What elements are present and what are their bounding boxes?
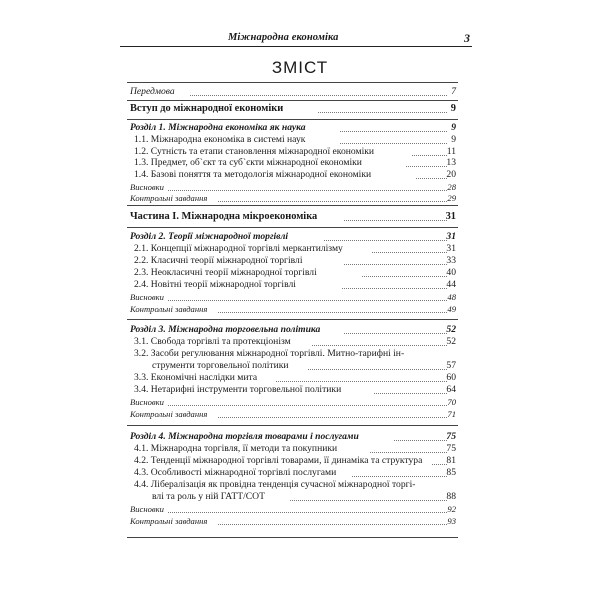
dot-leader [290,500,447,501]
toc-entry-page: 29 [447,193,456,203]
toc-entry-page: 44 [446,279,456,290]
toc-entry-title: струменти торговельної політики [152,360,289,371]
toc-entry-page: 20 [446,169,456,180]
toc-entry-title: 2.3. Неокласичні теорії міжнародної торгівлі [134,267,317,278]
dot-leader [218,417,447,418]
toc-entry[interactable] [0,86,600,98]
toc-entry[interactable] [0,360,600,372]
toc-entry[interactable] [0,491,600,503]
toc-entry-title: Контрольні завдання [130,193,208,203]
toc-entry-title: Частина І. Міжнародна мікроекономіка [130,211,318,222]
dot-leader [372,252,447,253]
toc-entry-title: 4.4. Лібералізація як провідна тенденція сучасної міжнародної торгі- [134,479,416,490]
toc-entry-page: 71 [447,409,456,419]
dot-leader [308,369,447,370]
toc-entry[interactable] [0,303,600,315]
dot-leader [340,131,447,132]
toc-entry-page: 93 [447,516,456,526]
toc-entry-title: 3.2. Засоби регулювання міжнародної торгівлі. Митно-тарифні ін- [134,348,405,359]
toc-entry-page: 31 [446,231,456,242]
dot-leader [168,300,447,301]
dot-leader [318,112,447,113]
toc-entry-title: Висновки [130,292,164,302]
toc-entry[interactable] [0,243,600,255]
toc-entry-page: 81 [446,455,456,466]
toc-entry-page: 52 [446,324,456,335]
dot-leader [340,143,447,144]
toc-entry-page: 52 [446,336,456,347]
toc-entry-title: 3.1. Свобода торгівлі та протекціонізм [134,336,291,347]
toc-entry-page: 60 [446,372,456,383]
toc-entry-title: 4.2. Тенденції міжнародної торгівлі товарами, її динаміка та структура [134,455,423,466]
dot-leader [218,201,447,202]
dot-leader [342,288,447,289]
toc-entry-title: 1.3. Предмет, об`єкт та суб`єкти міжнародної економіки [134,157,362,168]
toc-entry[interactable] [0,231,600,243]
toc-entry-page: 33 [446,255,456,266]
toc-entry-page: 75 [446,443,456,454]
toc-entry[interactable] [0,431,600,443]
toc-entry[interactable] [0,267,600,279]
dot-leader [312,345,447,346]
toc-entry-page: 75 [446,431,456,442]
toc-entry-page: 49 [447,304,456,314]
toc-entry-title: 4.3. Особливості міжнародної торгівлі послугами [134,467,337,478]
toc-entry[interactable] [0,103,600,115]
toc-entry-page: 64 [446,384,456,395]
dot-leader [168,405,447,406]
toc-entry[interactable] [0,122,600,134]
toc-entry-title: 2.4. Новітні теорії міжнародної торгівлі [134,279,296,290]
toc-entry-title: Передмова [130,86,175,97]
toc-entry-page: 31 [445,211,456,222]
toc-entry[interactable] [0,348,600,360]
toc-entry-title: Розділ 1. Міжнародна економіка як наука [130,122,306,133]
toc-entry-page: 13 [446,157,456,168]
toc-entry-page: 9 [451,134,456,145]
toc-entry[interactable] [0,279,600,291]
toc-entry[interactable] [0,169,600,181]
toc-entry[interactable] [0,211,600,223]
toc-entry-title: Висновки [130,182,164,192]
toc-entry-title: 3.3. Економічні наслідки мита [134,372,258,383]
toc-entry[interactable] [0,192,600,204]
toc-entry[interactable] [0,408,600,420]
toc-entry[interactable] [0,515,600,527]
dot-leader [324,240,447,241]
toc-entry[interactable] [0,157,600,169]
toc-entry[interactable] [0,443,600,455]
toc-entry-title: Висновки [130,504,164,514]
running-header-title: Міжнародна економіка [228,32,339,43]
toc-entry-page: 88 [446,491,456,502]
toc-entry-title: Розділ 3. Міжнародна торговельна політика [130,324,321,335]
dot-leader [374,393,447,394]
toc-entry[interactable] [0,479,600,491]
toc-entry-title: Розділ 2. Теорії міжнародної торгівлі [130,231,289,242]
toc-entry[interactable] [0,455,600,467]
toc-entry-page: 9 [450,103,456,114]
toc-entry[interactable] [0,255,600,267]
toc-entry[interactable] [0,372,600,384]
toc-entry-page: 40 [446,267,456,278]
toc-entry-title: 1.1. Міжнародна економіка в системі наук [134,134,306,145]
toc-entry-title: Вступ до міжнародної економіки [130,103,284,114]
toc-entry[interactable] [0,336,600,348]
toc-entry-title: Контрольні завдання [130,516,208,526]
toc-entry-page: 48 [447,292,456,302]
dot-leader [168,190,447,191]
toc-entry[interactable] [0,384,600,396]
dot-leader [344,264,447,265]
page-number: 3 [464,31,470,45]
toc-entry-title: 3.4. Нетарифні інструменти торговельної політики [134,384,342,395]
dot-leader [352,476,447,477]
toc-entry-title: 1.2. Сутність та етапи становлення міжнародної економіки [134,146,375,157]
toc-entry-title: 4.1. Міжнародна торгівля, її методи та покупники [134,443,338,454]
toc-entry-title: Контрольні завдання [130,409,208,419]
toc-entry-title: влі та роль у ній ГАТТ/СОТ [152,491,265,502]
dot-leader [276,381,447,382]
toc-entry[interactable] [0,291,600,303]
toc-heading: ЗМІСТ [271,58,329,77]
toc-entry-title: Контрольні завдання [130,304,208,314]
dot-leader [344,220,447,221]
toc-entry-title: Розділ 4. Міжнародна торгівля товарами і послугами [130,431,359,442]
dot-leader [218,524,447,525]
toc-entry-page: 85 [446,467,456,478]
dot-leader [218,312,447,313]
toc-entry-title: 2.2. Класичні теорії міжнародної торгівлі [134,255,303,266]
toc-entry-page: 7 [451,86,456,97]
dot-leader [168,512,447,513]
toc-entry-page: 11 [446,146,456,157]
toc-entry-title: Висновки [130,397,164,407]
dot-leader [344,333,447,334]
dot-leader [190,95,447,96]
toc-entry[interactable] [0,503,600,515]
toc-entry-page: 31 [446,243,456,254]
toc-entry[interactable] [0,324,600,336]
toc-entry-page: 28 [447,182,456,192]
toc-entry-title: 2.1. Концепції міжнародної торгівлі меркантилізму [134,243,343,254]
toc-entry[interactable] [0,134,600,146]
toc-entry-page: 92 [447,504,456,514]
dot-leader [370,452,447,453]
toc-entry[interactable] [0,396,600,408]
toc-entry-page: 57 [446,360,456,371]
dot-leader [362,276,447,277]
toc-entry-page: 70 [447,397,456,407]
toc-entry[interactable] [0,467,600,479]
toc-entry-page: 9 [451,122,456,133]
toc-entry-title: 1.4. Базові поняття та методологія міжнародної економіки [134,169,372,180]
